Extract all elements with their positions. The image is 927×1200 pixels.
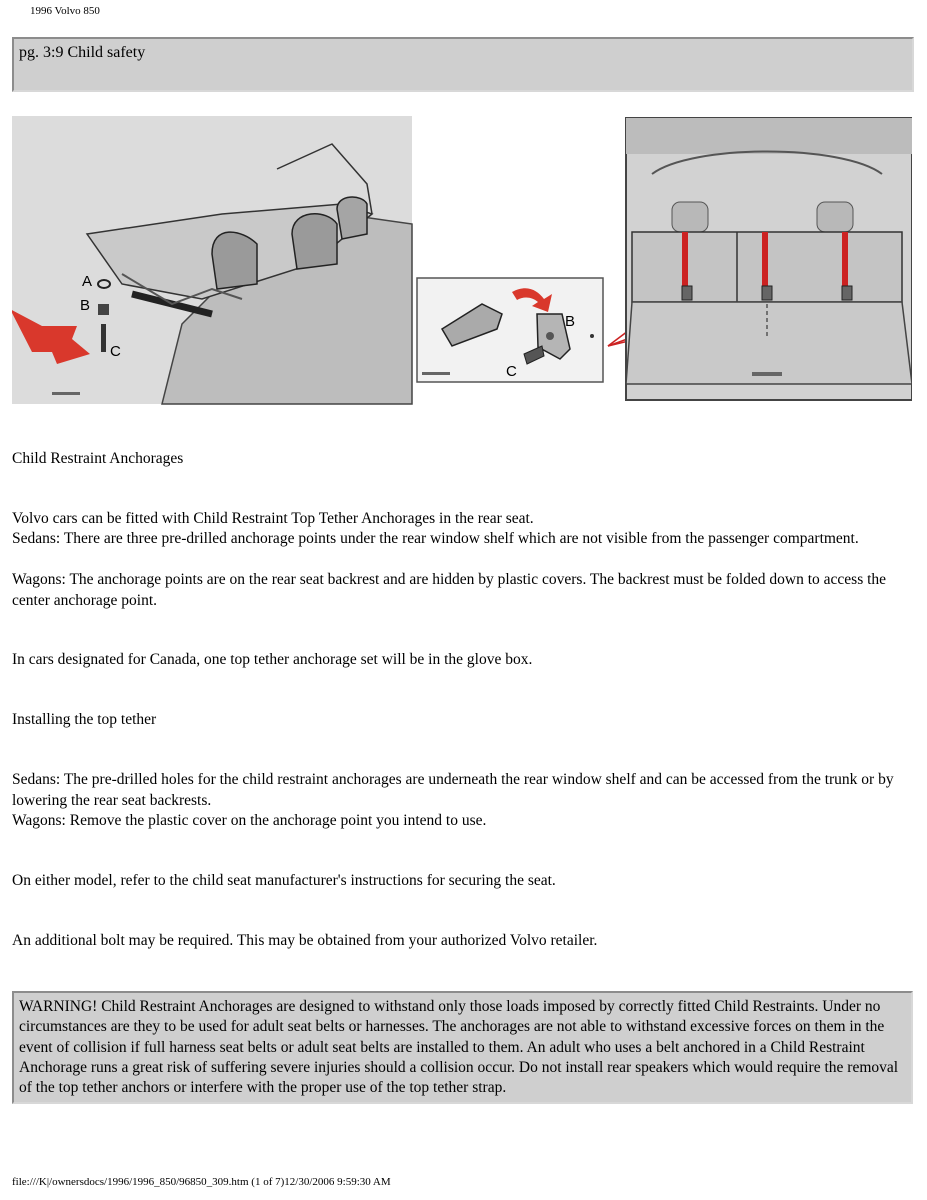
sedan-rear-shelf-drawing [12, 116, 412, 404]
document-title: 1996 Volvo 850 [30, 5, 100, 17]
install-wagons-text: Wagons: Remove the plastic cover on the anchorage point you intend to use. [12, 812, 487, 829]
inset-callout-b: B [565, 313, 576, 330]
warning-box [12, 991, 913, 1104]
heading-child-restraint-anchorages: Child Restraint Anchorages [12, 450, 184, 467]
anchorages-intro-line3: Wagons: The anchorage points are on the rear seat backrest and are hidden by plastic covers. The backrest must be folded down to access the center anchorage point. [12, 571, 887, 609]
callout-b: B [80, 297, 91, 314]
inset-callout-c: C [506, 363, 517, 380]
canada-note: In cars designated for Canada, one top tether anchorage set will be in the glove box. [12, 651, 533, 668]
warning-text: WARNING! Child Restraint Anchorages are designed to withstand only those loads imposed by correctly fitted Child Restraints. Under no circumstances are they to be used for adult seat belts or harnesses. The anchorages are not able to withstand excessive forces on them in the event of collision if full harness seat belts or adult seat belts are installed to them. An adult who uses a belt anchored in a Child Restraint Anchorage runs a great risk of suffering severe injuries should a collision occur. Do not install rear speakers which would require the removal of the top tether anchors or interfere with the proper use of the top tether strap. [19, 998, 899, 1097]
anchorages-intro-line2: Sedans: There are three pre-drilled anchorage points under the rear window shelf which are not visible from the passenger compartment. [12, 530, 859, 547]
install-sedans-text: Sedans: The pre-drilled holes for the child restraint anchorages are underneath the rear window shelf and can be accessed from the trunk or by lowering the rear seat backrests. [12, 771, 894, 809]
file-path-footer: file:///K|/ownersdocs/1996/1996_850/96850_309.htm (1 of 7)12/30/2006 9:59:30 AM [12, 1176, 391, 1188]
manufacturer-instructions-note: On either model, refer to the child seat manufacturer's instructions for securing the seat. [12, 872, 556, 889]
callout-c: C [110, 343, 121, 360]
anchorage-illustration [12, 114, 912, 406]
callout-a: A [82, 273, 93, 290]
anchor-detail-inset [417, 278, 603, 382]
anchorages-intro-line1: Volvo cars can be fitted with Child Restraint Top Tether Anchorages in the rear seat. [12, 510, 534, 527]
page-title-box [12, 37, 914, 92]
additional-bolt-note: An additional bolt may be required. This may be obtained from your authorized Volvo retailer. [12, 932, 598, 949]
heading-installing-top-tether: Installing the top tether [12, 711, 157, 728]
wagon-cargo-drawing [626, 118, 912, 400]
page-title: pg. 3:9 Child safety [19, 44, 146, 61]
